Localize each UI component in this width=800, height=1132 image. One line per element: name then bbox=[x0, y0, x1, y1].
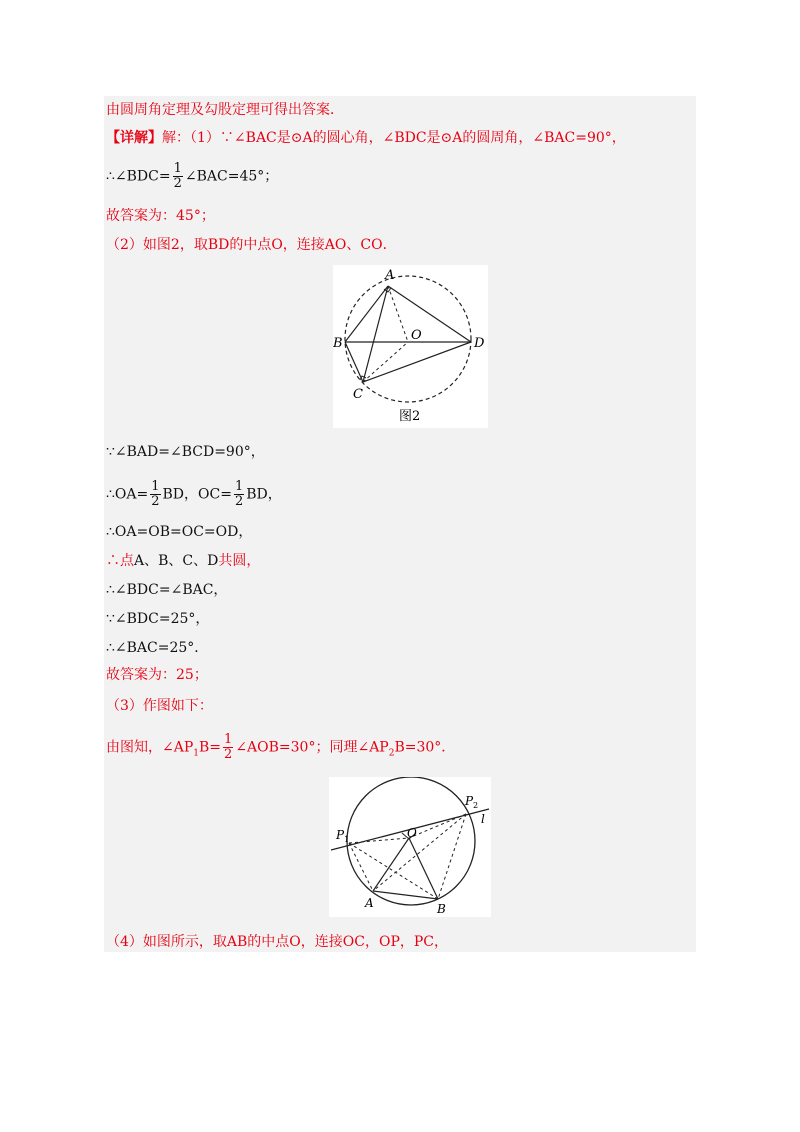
label-a2: A bbox=[365, 896, 374, 910]
fraction-half-3: $\frac{1}{2}$ bbox=[224, 732, 233, 762]
concyclic-suffix: 共圆， bbox=[218, 553, 261, 569]
label-b2: B bbox=[437, 902, 446, 916]
text-line-7 bbox=[106, 480, 282, 509]
detail-tag: 【详解】 bbox=[106, 130, 162, 146]
text-line-14 bbox=[106, 696, 213, 716]
part1-label: 解：（1） bbox=[162, 130, 220, 146]
part3-heading: （3）作图如下： bbox=[106, 698, 213, 714]
fraction-half: $\frac{1}{2}$ bbox=[173, 161, 182, 191]
label-o2: O bbox=[407, 826, 417, 840]
text-line-2 bbox=[106, 128, 626, 148]
part3-text-e: B=30°． bbox=[394, 739, 456, 756]
label-o: O bbox=[411, 328, 422, 343]
concyclic-prefix: ∴点 bbox=[106, 553, 134, 569]
eq-all-equal: ∴OA=OB=OC=OD， bbox=[106, 524, 253, 540]
text-line-12 bbox=[106, 638, 208, 658]
eq-bdc-left: ∴∠BDC= bbox=[106, 168, 171, 185]
part2-heading: （2）如图2，取BD的中点O，连接AO、CO． bbox=[106, 237, 397, 253]
label-p1-sub: 1 bbox=[344, 835, 350, 844]
concyclic-points: A、B、C、D bbox=[134, 553, 219, 569]
figure-circle-p1p2-svg bbox=[329, 777, 491, 917]
eq-oa: ∴OA= bbox=[106, 486, 149, 503]
text-line-11 bbox=[106, 609, 209, 629]
result-bac-25: ∴∠BAC=25°． bbox=[106, 640, 209, 656]
part3-text-b: B= bbox=[199, 739, 222, 756]
answer-1: 故答案为：45°； bbox=[106, 208, 215, 224]
text-line-8 bbox=[106, 522, 252, 542]
part3-text-d: 同理∠AP bbox=[329, 739, 389, 756]
label-l: l bbox=[481, 812, 485, 826]
fraction-half-1: $\frac{1}{2}$ bbox=[151, 479, 160, 509]
label-d: D bbox=[474, 336, 485, 351]
text-line-10 bbox=[106, 580, 227, 600]
eq-bdc-right: ∠BAC=45°； bbox=[184, 168, 279, 185]
text-line-6 bbox=[106, 442, 265, 462]
text-line-13 bbox=[106, 665, 208, 685]
text-line-4 bbox=[106, 206, 215, 226]
figure-caption: 图2 bbox=[399, 409, 421, 424]
figure-circle-abcd-svg bbox=[333, 265, 488, 428]
eq-oc: BD，OC= bbox=[162, 486, 232, 503]
answer-2: 故答案为：25； bbox=[106, 667, 208, 683]
text-line-1 bbox=[106, 100, 344, 120]
eq-angle-equal: ∴∠BDC=∠BAC， bbox=[106, 582, 228, 598]
label-p1: P bbox=[336, 828, 345, 842]
fraction-half-2: $\frac{1}{2}$ bbox=[234, 479, 244, 509]
text-line-3 bbox=[106, 162, 278, 191]
part1-premise: ∵∠BAC是⊙A的圆心角，∠BDC是⊙A的圆周角，∠BAC=90°， bbox=[219, 130, 626, 146]
part3-text-a: 由图知，∠AP bbox=[106, 739, 194, 756]
sub-2: 2 bbox=[388, 748, 395, 759]
text-line-15 bbox=[106, 733, 455, 763]
text-line-5 bbox=[106, 235, 397, 255]
label-b: B bbox=[333, 336, 343, 351]
premise-right-angles: ∵∠BAD=∠BCD=90°， bbox=[106, 444, 265, 460]
label-a: A bbox=[385, 268, 395, 283]
eq-oc-end: BD， bbox=[246, 486, 282, 503]
part3-text-c: ∠AOB=30°； bbox=[235, 739, 330, 756]
premise-bdc-25: ∵∠BDC=25°， bbox=[106, 611, 210, 627]
figure-circle-abcd bbox=[333, 265, 488, 428]
part4-heading: （4）如图所示，取AB的中点O，连接OC，OP，PC， bbox=[106, 934, 449, 950]
figure-circle-p1p2 bbox=[329, 777, 491, 917]
text-line-9 bbox=[106, 551, 260, 571]
text-hint: 由圆周角定理及勾股定理可得出答案． bbox=[106, 102, 344, 118]
label-p2: P bbox=[465, 794, 474, 808]
label-c: C bbox=[353, 387, 363, 402]
label-p2-sub: 2 bbox=[473, 801, 479, 810]
sub-1: 1 bbox=[193, 748, 199, 759]
text-line-16 bbox=[106, 932, 448, 952]
